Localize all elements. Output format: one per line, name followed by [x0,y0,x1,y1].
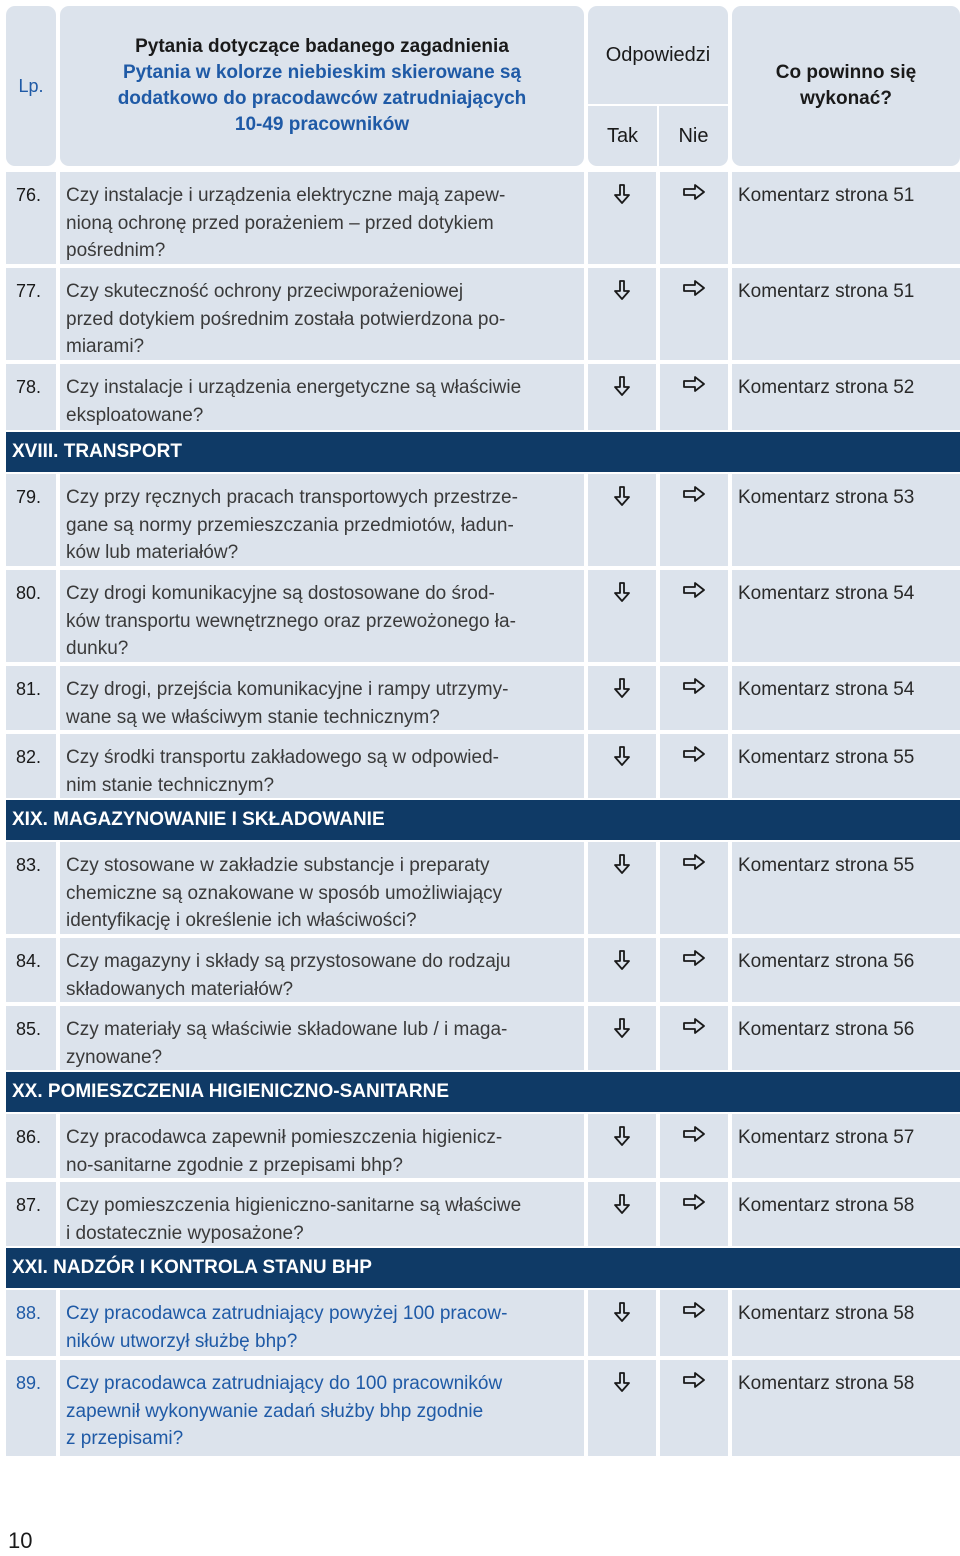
answer-no-cell[interactable] [660,474,728,566]
arrow-right-icon [683,1194,705,1215]
comment-reference: Komentarz strona 56 [732,938,960,1002]
question-line: zapewnił wykonywanie zadań służby bhp zgodnie [66,1400,484,1422]
row-number: 84. [6,938,56,1002]
table-header [6,6,960,172]
question-line: Czy przy ręcznych pracach transportowych przestrze- [66,487,518,508]
question-line: ków transportu wewnętrznego oraz przewożonego ła- [66,610,516,632]
question-text [60,938,584,1002]
question-line: chemiczne są oznakowane w sposób umożliwiający [66,882,503,904]
header-answers-label: Odpowiedzi [588,6,728,104]
question-line: Czy materiały są właściwie składowane lub / i maga- [66,1019,508,1040]
question-line: Czy stosowane w zakładzie substancje i preparaty [66,855,490,876]
header-no: Nie [659,106,728,166]
answer-yes-cell[interactable] [588,172,656,264]
question-text [60,474,584,566]
answer-no-cell[interactable] [660,1360,728,1456]
row-number: 86. [6,1114,56,1178]
arrow-down-icon [614,1194,630,1219]
arrow-right-icon [683,950,705,971]
question-line: Czy środki transportu zakładowego są w odpowied- [66,747,499,768]
table-row [6,1290,960,1356]
arrow-down-icon [614,376,630,401]
question-line: Czy magazyny i składy są przystosowane do rodzaju [66,951,511,972]
table-row [6,474,960,566]
header-question-sub-1: Pytania w kolorze niebieskim skierowane są [122,62,522,83]
comment-reference: Komentarz strona 55 [732,734,960,798]
answer-no-cell[interactable] [660,570,728,662]
row-number: 85. [6,1006,56,1070]
comment-reference: Komentarz strona 54 [732,570,960,662]
question-line: Czy pracodawca zatrudniający powyżej 100 pracow- [66,1303,508,1324]
question-text [60,1182,584,1246]
question-line: Czy drogi komunikacyjne są dostosowane do środ- [66,583,495,604]
table-row [6,938,960,1002]
arrow-right-icon [683,1018,705,1039]
answer-yes-cell[interactable] [588,570,656,662]
header-yes: Tak [588,106,657,166]
table-row [6,570,960,662]
comment-reference: Komentarz strona 58 [732,1360,960,1456]
arrow-down-icon [614,950,630,975]
question-text [60,172,584,264]
comment-reference: Komentarz strona 58 [732,1290,960,1356]
answer-no-cell[interactable] [660,1114,728,1178]
answer-yes-cell[interactable] [588,474,656,566]
header-lp [6,6,56,166]
question-text [60,1006,584,1070]
answer-yes-cell[interactable] [588,268,656,360]
question-line: Czy instalacje i urządzenia elektryczne mają zapew- [66,185,506,206]
question-line: ków lub materiałów? [66,542,239,563]
answer-yes-cell[interactable] [588,1290,656,1356]
arrow-down-icon [614,746,630,771]
question-line: identyfikację i określenie ich właściwości? [66,910,417,931]
row-number: 88. [6,1290,56,1356]
arrow-down-icon [614,1372,630,1397]
question-line: wane są we właściwym stanie technicznym? [66,706,440,728]
comment-reference: Komentarz strona 51 [732,172,960,264]
row-number: 87. [6,1182,56,1246]
answer-no-cell[interactable] [660,938,728,1002]
answer-no-cell[interactable] [660,1290,728,1356]
answer-yes-cell[interactable] [588,1182,656,1246]
row-number: 80. [6,570,56,662]
answer-yes-cell[interactable] [588,1360,656,1456]
answer-yes-cell[interactable] [588,734,656,798]
answer-yes-cell[interactable] [588,938,656,1002]
section-header-s21: XXI. NADZÓR I KONTROLA STANU BHP [6,1248,960,1288]
answer-no-cell[interactable] [660,666,728,730]
comment-reference: Komentarz strona 53 [732,474,960,566]
header-todo-line-1: Co powinno się [775,62,917,83]
question-text [60,842,584,934]
answer-yes-cell[interactable] [588,842,656,934]
arrow-down-icon [614,486,630,511]
arrow-right-icon [683,1126,705,1147]
arrow-right-icon [683,1302,705,1323]
section-header-s20: XX. POMIESZCZENIA HIGIENICZNO-SANITARNE [6,1072,960,1112]
question-line: no-sanitarne zgodnie z przepisami bhp? [66,1154,403,1176]
row-number: 76. [6,172,56,264]
answer-no-cell[interactable] [660,268,728,360]
question-line: gane są normy przemieszczania przedmiotów, ładun- [66,514,514,536]
question-line: eksploatowane? [66,404,204,426]
question-line: dunku? [66,638,129,659]
question-line: Czy pracodawca zapewnił pomieszczenia higienicz- [66,1127,503,1148]
question-text [60,364,584,430]
comment-reference: Komentarz strona 51 [732,268,960,360]
question-line: nim stanie technicznym? [66,774,275,796]
arrow-down-icon [614,582,630,607]
answer-yes-cell[interactable] [588,666,656,730]
arrow-right-icon [683,854,705,875]
arrow-right-icon [683,1372,705,1393]
checklist-table [6,6,960,1456]
question-line: pośrednim? [66,240,166,261]
table-row [6,172,960,264]
comment-reference: Komentarz strona 58 [732,1182,960,1246]
question-text [60,268,584,360]
row-number: 83. [6,842,56,934]
header-answers [588,6,728,166]
arrow-down-icon [614,1018,630,1043]
arrow-down-icon [614,1302,630,1327]
section-header-s19: XIX. MAGAZYNOWANIE I SKŁADOWANIE [6,800,960,840]
row-number: 78. [6,364,56,430]
answer-no-cell[interactable] [660,172,728,264]
question-line: Czy pomieszczenia higieniczno-sanitarne są właściwe [66,1195,522,1216]
page-number: 10 [8,1528,33,1553]
question-line: i dostatecznie wyposażone? [66,1222,304,1244]
question-line: Czy skuteczność ochrony przeciwporażeniowej [66,281,464,302]
section-header-s18: XVIII. TRANSPORT [6,432,960,472]
table-row [6,1006,960,1070]
question-text [60,1290,584,1356]
question-text [60,1360,584,1456]
arrow-right-icon [683,280,705,301]
table-row [6,1182,960,1246]
answer-yes-cell[interactable] [588,364,656,430]
row-number: 79. [6,474,56,566]
arrow-down-icon [614,854,630,879]
comment-reference: Komentarz strona 57 [732,1114,960,1178]
arrow-down-icon [614,280,630,305]
answer-yes-cell[interactable] [588,1006,656,1070]
question-line: Czy instalacje i urządzenia energetyczne są właściwie [66,377,522,398]
arrow-down-icon [614,184,630,209]
question-line: ników utworzył służbę bhp? [66,1330,298,1352]
answer-no-cell[interactable] [660,1182,728,1246]
answer-no-cell[interactable] [660,734,728,798]
table-row [6,364,960,430]
question-line: Czy pracodawca zatrudniający do 100 pracowników [66,1373,503,1394]
table-row [6,268,960,360]
question-line: z przepisami? [66,1428,184,1449]
row-number: 82. [6,734,56,798]
table-row [6,734,960,798]
arrow-right-icon [683,486,705,507]
comment-reference: Komentarz strona 56 [732,1006,960,1070]
question-line: składowanych materiałów? [66,978,294,1000]
header-question-title: Pytania dotyczące badanego zagadnienia [135,36,509,57]
question-text [60,666,584,730]
header-question-sub-3: 10-49 pracowników [234,114,410,135]
arrow-right-icon [683,376,705,397]
arrow-down-icon [614,678,630,703]
comment-reference: Komentarz strona 52 [732,364,960,430]
header-question-sub-2: dodatkowo do pracodawców zatrudniających [117,88,527,109]
answer-yes-cell[interactable] [588,1114,656,1178]
answer-no-cell[interactable] [660,842,728,934]
question-line: zynowane? [66,1046,163,1068]
row-number: 77. [6,268,56,360]
row-number: 89. [6,1360,56,1456]
question-line: nioną ochronę przed porażeniem – przed dotykiem [66,212,494,234]
row-number: 81. [6,666,56,730]
question-text [60,1114,584,1178]
question-text [60,734,584,798]
comment-reference: Komentarz strona 54 [732,666,960,730]
question-line: miarami? [66,336,145,357]
table-row [6,666,960,730]
table-row [6,1114,960,1178]
arrow-down-icon [614,1126,630,1151]
comment-reference: Komentarz strona 55 [732,842,960,934]
arrow-right-icon [683,678,705,699]
header-todo-line-2: wykonać? [800,88,892,109]
answer-no-cell[interactable] [660,1006,728,1070]
arrow-right-icon [683,746,705,767]
header-todo [732,6,960,166]
answer-no-cell[interactable] [660,364,728,430]
header-lp-label: Lp. [18,76,44,96]
arrow-right-icon [683,184,705,205]
table-row [6,1360,960,1456]
table-row [6,842,960,934]
question-line: Czy drogi, przejścia komunikacyjne i rampy utrzymy- [66,679,509,700]
arrow-right-icon [683,582,705,603]
question-text [60,570,584,662]
header-questions [60,6,584,166]
question-line: przed dotykiem pośrednim została potwierdzona po- [66,308,506,330]
